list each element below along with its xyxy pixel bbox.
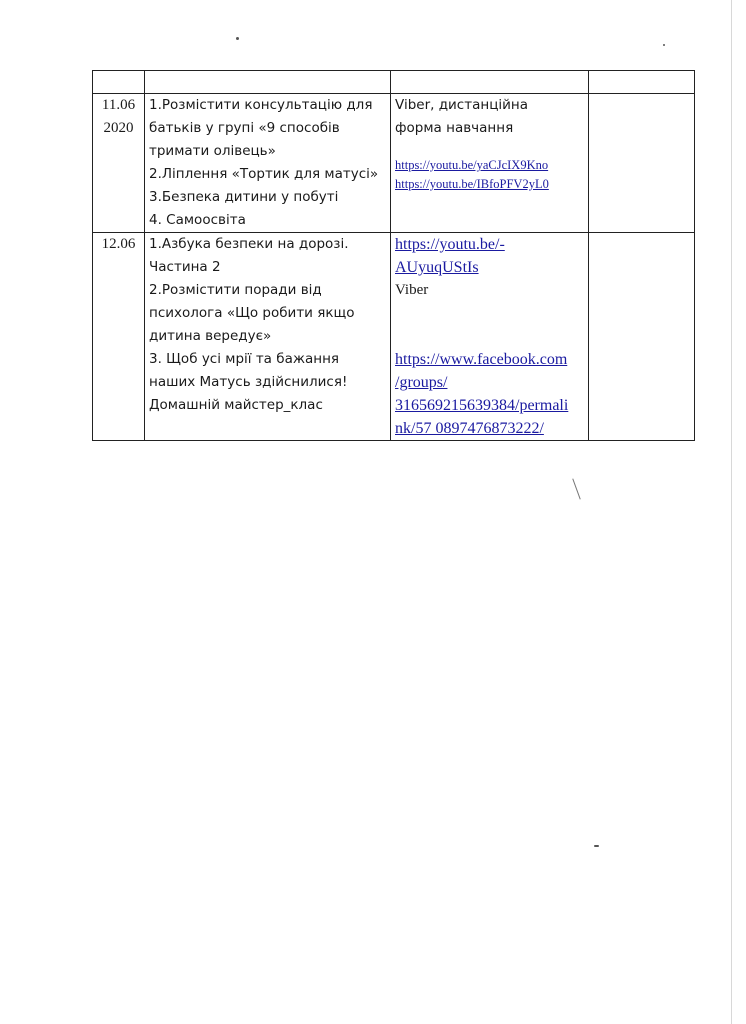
youtube-link[interactable]: https://youtu.be/- <box>395 236 505 253</box>
table-row <box>93 94 695 233</box>
scan-speck <box>236 37 239 40</box>
activity-table <box>92 70 695 441</box>
table-cell <box>589 71 695 94</box>
form-line: Viber, дистанційна <box>395 97 529 113</box>
task-line: Частина 2 <box>149 259 221 275</box>
task-line: психолога «Що робити якщо <box>149 305 355 321</box>
scan-speck <box>663 44 665 46</box>
facebook-link[interactable]: /groups/ <box>395 374 448 391</box>
note-cell <box>589 94 695 233</box>
task-line: тримати олівець» <box>149 143 276 159</box>
task-line: 3. Щоб усі мрії та бажання <box>149 351 340 367</box>
note-cell <box>589 233 695 441</box>
task-line: 2.Ліплення «Тортик для матусі» <box>149 166 379 182</box>
youtube-link[interactable]: AUyuqUStIs <box>395 259 479 276</box>
task-line: 1.Розмістити консультацію для <box>149 97 373 113</box>
task-line: батьків у групі «9 способів <box>149 120 340 136</box>
tasks-cell <box>145 233 391 441</box>
task-line: 2.Розмістити поради від <box>149 282 322 298</box>
table-cell <box>93 71 145 94</box>
page-edge <box>731 0 732 1024</box>
form-line: форма навчання <box>395 120 514 136</box>
tasks-cell <box>145 94 391 233</box>
form-cell <box>391 233 589 441</box>
table-header-row <box>93 71 695 94</box>
task-line: 1.Азбука безпеки на дорозі. <box>149 236 349 252</box>
date-line: 12.06 <box>101 236 136 252</box>
table-cell <box>145 71 391 94</box>
task-line: наших Матусь здійснилися! <box>149 374 348 390</box>
facebook-link[interactable]: https://www.facebook.com <box>395 351 568 368</box>
viber-label: Viber <box>395 282 429 298</box>
task-line: дитина вередує» <box>149 328 272 344</box>
task-line: 4. Самоосвіта <box>149 212 246 228</box>
youtube-link[interactable]: https://youtu.be/yaCJcIX9Kno <box>395 158 549 172</box>
facebook-link[interactable]: nk/57 0897476873222/ <box>395 420 544 437</box>
scan-mark <box>572 478 580 499</box>
task-line: Домашній майстер_клас <box>149 397 323 413</box>
table-cell <box>391 71 589 94</box>
date-line: 11.06 <box>101 97 136 113</box>
scan-speck <box>594 845 599 847</box>
table-row <box>93 233 695 441</box>
date-cell <box>93 233 145 441</box>
date-cell <box>93 94 145 233</box>
youtube-link[interactable]: https://youtu.be/IBfoPFV2yL0 <box>395 177 549 191</box>
form-cell <box>391 94 589 233</box>
date-line: 2020 <box>103 120 134 136</box>
facebook-link[interactable]: 316569215639384/permali <box>395 397 569 414</box>
task-line: 3.Безпека дитини у побуті <box>149 189 339 205</box>
